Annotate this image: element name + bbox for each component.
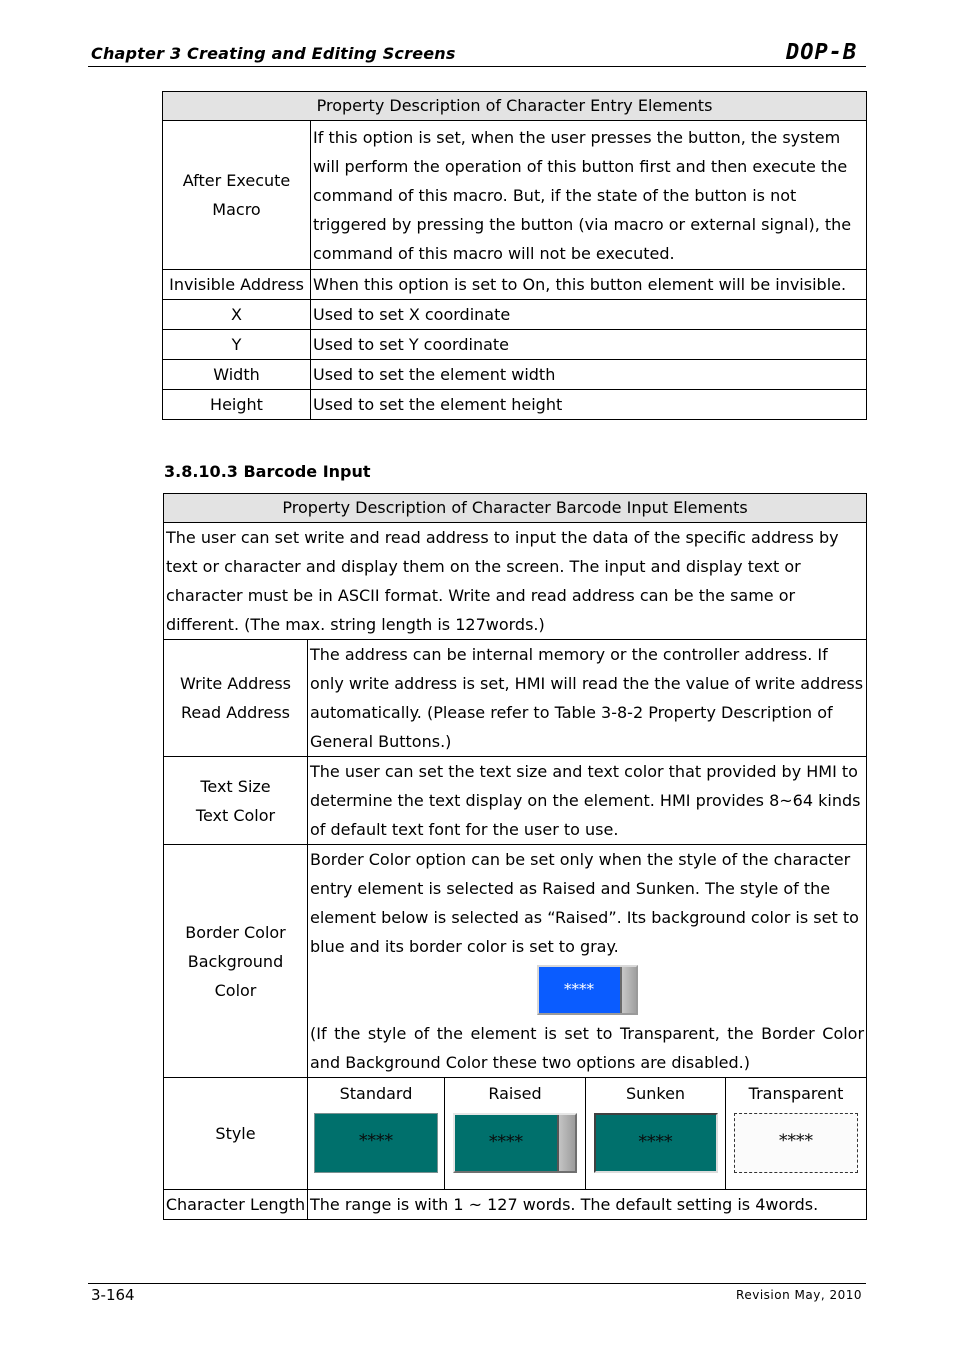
property-description: If this option is set, when the user presses the button, the system will perform the operation of this button first and then execute the command of this macro. But, if the state of the button is not triggered by pressing the button (via macro or external signal), the command of this macro will not be executed. [311, 121, 867, 270]
property-description: Used to set the element height [311, 390, 867, 420]
property-name: Invisible Address [163, 270, 311, 300]
sample-text: **** [359, 1131, 393, 1151]
table-row [164, 640, 867, 757]
style-label: Raised [488, 1084, 542, 1103]
property-name: Y [163, 330, 311, 360]
transparent-sample [734, 1113, 858, 1173]
property-name-line: Read Address [180, 703, 290, 722]
property-description: Used to set the element width [311, 360, 867, 390]
property-name-line: Border Color [185, 922, 286, 942]
property-name: X [163, 300, 311, 330]
style-label: Transparent [748, 1084, 844, 1103]
property-name-line: Text Size [200, 776, 271, 796]
raised-sample [453, 1113, 577, 1173]
table-row [163, 270, 867, 300]
header-rule [88, 66, 866, 67]
revision-date: Revision May, 2010 [736, 1288, 862, 1302]
property-name [164, 845, 308, 1078]
property-name-line: Text Color [195, 805, 276, 825]
raised-blue-demo [310, 961, 864, 1019]
property-name: Character Length [164, 1190, 308, 1220]
style-option-standard [308, 1078, 445, 1190]
property-name-line: Color [214, 980, 257, 1000]
standard-sample [314, 1113, 438, 1173]
table-caption: Property Description of Character Entry Elements [163, 92, 867, 121]
table-row [163, 121, 867, 270]
table-caption: Property Description of Character Barcode Input Elements [164, 494, 867, 523]
property-name: Width [163, 360, 311, 390]
table-row [164, 845, 867, 1078]
property-description: The address can be internal memory or the controller address. If only write address is set, HMI will read the the value of write address automatically. (Please refer to Table 3-8-2 Property Description of General Buttons.) [308, 640, 867, 757]
property-name: Height [163, 390, 311, 420]
property-description: When this option is set to On, this button element will be invisible. [311, 270, 867, 300]
footer-rule [88, 1283, 866, 1284]
property-description: The range is with 1 ~ 127 words. The default setting is 4words. [308, 1190, 867, 1220]
table-row [163, 360, 867, 390]
property-name-line: Background [187, 951, 284, 971]
table-row [163, 300, 867, 330]
section-heading: 3.8.10.3 Barcode Input [164, 462, 371, 481]
property-name: After Execute Macro [163, 121, 311, 270]
property-name-line: Write Address [179, 674, 292, 693]
property-name [164, 640, 308, 757]
sample-text: **** [489, 1132, 523, 1152]
raised-bar [620, 967, 636, 1013]
property-description [308, 845, 867, 1078]
property-description: The user can set the text size and text color that provided by HMI to determine the text display on the element. HMI provides 8~64 kinds of default text font for the user to use. [308, 757, 867, 845]
table-row [164, 1078, 867, 1190]
chapter-title: Chapter 3 Creating and Editing Screens [91, 44, 456, 63]
style-option-sunken [586, 1078, 726, 1190]
table-row [163, 390, 867, 420]
table-row [163, 330, 867, 360]
border-description-top: Border Color option can be set only when the style of the character entry element is selected as Raised and Sunken. The style of the element below is selected as “Raised”. Its background color is set to blue and its border color is set to gray. [310, 850, 859, 956]
style-label: Standard [339, 1084, 413, 1103]
brand-logo: DOP-B [786, 40, 858, 65]
intro-description: The user can set write and read address to input the data of the specific address by text or character and display them on the screen. The input and display text or character must be in ASCII format. Write and read address can be the same or different. (The max. string length is 127words.) [164, 523, 867, 640]
page-number: 3-164 [91, 1286, 135, 1304]
property-name [164, 757, 308, 845]
style-option-raised [445, 1078, 586, 1190]
raised-blue-sample [537, 965, 638, 1015]
raised-bar [557, 1115, 575, 1171]
table-row [164, 1190, 867, 1220]
table-row [164, 523, 867, 640]
property-description: Used to set X coordinate [311, 300, 867, 330]
character-entry-table [162, 91, 867, 420]
sample-text: **** [564, 980, 595, 998]
table-row [164, 757, 867, 845]
property-name: Style [164, 1078, 308, 1190]
style-label: Sunken [625, 1084, 686, 1103]
property-description: Used to set Y coordinate [311, 330, 867, 360]
border-description-bottom: (If the style of the element is set to Transparent, the Border Color and Background Color these two options are disabled.) [310, 1024, 865, 1072]
sunken-sample [594, 1113, 718, 1173]
sample-text: **** [779, 1131, 814, 1151]
sample-text: **** [638, 1132, 673, 1152]
style-option-transparent [726, 1078, 867, 1190]
barcode-input-table [163, 493, 867, 1220]
